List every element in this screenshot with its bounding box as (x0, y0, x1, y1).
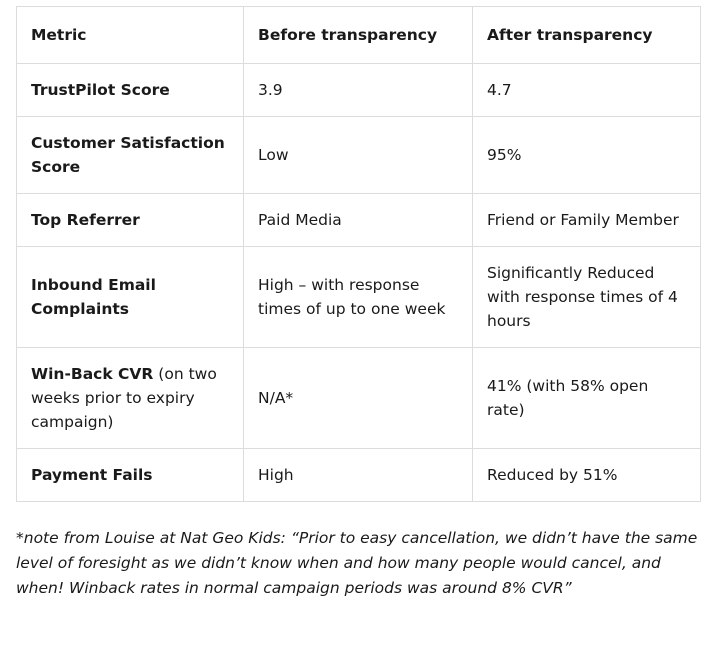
table-row (17, 247, 701, 348)
cell-before: Paid Media (244, 194, 473, 247)
cell-before: 3.9 (244, 64, 473, 117)
table-header-row (17, 7, 701, 64)
table-row (17, 194, 701, 247)
document-page (0, 6, 716, 602)
cell-after: Significantly Reduced with response times of 4 hours (473, 247, 701, 348)
cell-metric (17, 247, 244, 348)
table-body (17, 64, 701, 502)
table-header (17, 7, 701, 64)
table-row (17, 348, 701, 449)
table-row (17, 64, 701, 117)
table-row (17, 117, 701, 194)
cell-after: 41% (with 58% open rate) (473, 348, 701, 449)
cell-before: High (244, 449, 473, 502)
metric-label: Payment Fails (31, 466, 153, 485)
metrics-table (16, 6, 701, 502)
cell-after: Reduced by 51% (473, 449, 701, 502)
cell-metric (17, 117, 244, 194)
cell-metric (17, 449, 244, 502)
cell-before: Low (244, 117, 473, 194)
metric-note: (on two weeks prior to expiry campaign) (31, 365, 217, 432)
column-header-before: Before transparency (244, 7, 473, 64)
metric-label: TrustPilot Score (31, 81, 170, 100)
cell-before: High – with response times of up to one week (244, 247, 473, 348)
metric-label: Customer Satisfaction Score (31, 134, 225, 177)
cell-after: Friend or Family Member (473, 194, 701, 247)
metric-label: Top Referrer (31, 211, 140, 230)
metric-label: Inbound Email Complaints (31, 276, 156, 319)
table-row (17, 449, 701, 502)
column-header-after: After transparency (473, 7, 701, 64)
cell-after: 4.7 (473, 64, 701, 117)
cell-metric (17, 348, 244, 449)
metric-label: Win-Back CVR (31, 365, 154, 384)
cell-before: N/A* (244, 348, 473, 449)
cell-metric (17, 64, 244, 117)
footnote-text: *note from Louise at Nat Geo Kids: “Prior to easy cancellation, we didn’t have the same level of foresight as we didn’t know when and how many people would cancel, and when! Winback rates in normal campaign periods was around 8% CVR” (16, 529, 698, 598)
cell-after: 95% (473, 117, 701, 194)
column-header-metric: Metric (17, 7, 244, 64)
cell-metric (17, 194, 244, 247)
